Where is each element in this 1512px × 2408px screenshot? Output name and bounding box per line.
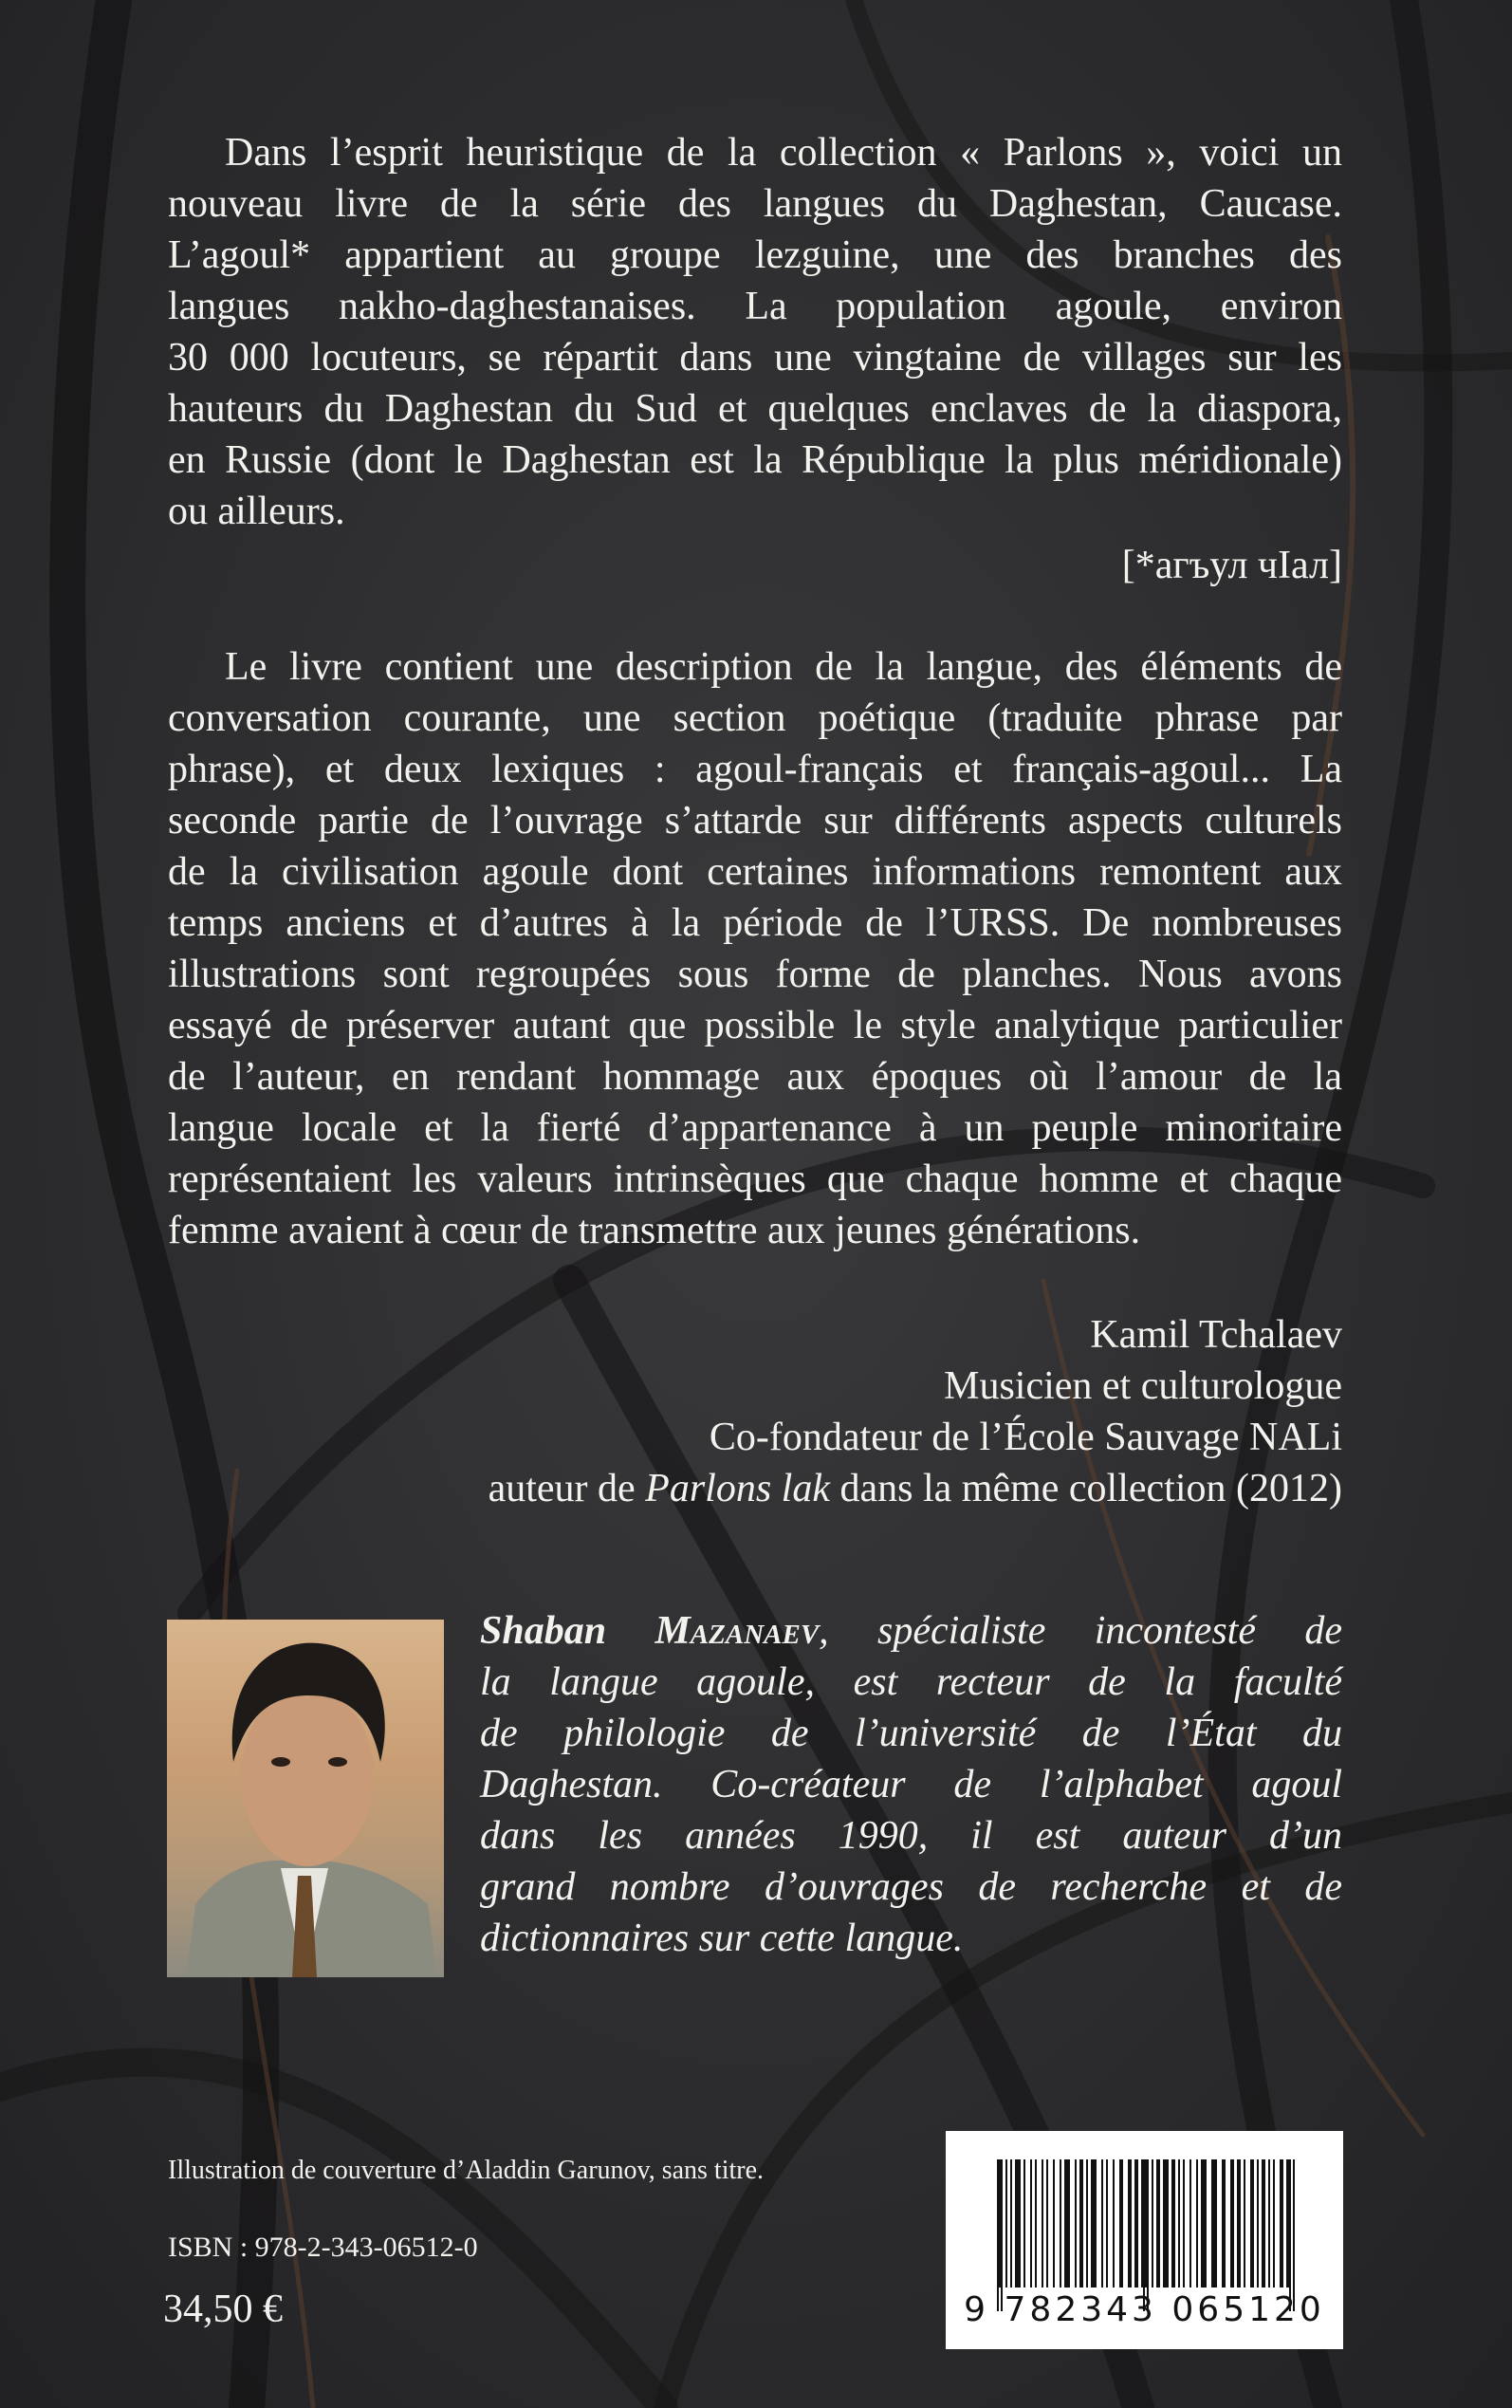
barcode-bar <box>1257 2159 1259 2288</box>
barcode-bar <box>1079 2159 1083 2288</box>
author-photo <box>167 1620 444 1977</box>
text-line: temps anciens et d’autres à la période de l’URSS. De nombreuses <box>168 901 1342 945</box>
bio-text: , spécialiste incontesté de <box>819 1609 1342 1653</box>
barcode-bar <box>1178 2159 1180 2288</box>
text-line: langue locale et la fierté d’appartenance à un peuple minoritaire <box>168 1106 1342 1150</box>
barcode-bar <box>1230 2159 1234 2288</box>
text-line: en Russie (dont le Daghestan est la République la plus méridionale) <box>168 438 1342 482</box>
bio-line <box>480 1605 1342 1657</box>
text-line: langues nakho-daghestanaises. La population agoule, environ <box>168 285 1342 328</box>
text-line: conversation courante, une section poétique (traduite phrase par <box>168 696 1342 740</box>
author-biography <box>480 1605 1342 1964</box>
bio-line: dans les années 1990, il est auteur d’un <box>480 1814 1342 1858</box>
signature-role: Co-fondateur de l’École Sauvage NALi <box>709 1416 1342 1459</box>
barcode-bar <box>1015 2159 1021 2288</box>
barcode-bar <box>1134 2159 1138 2288</box>
text-line: Dans l’esprit heuristique de la collection « Parlons », voici un <box>225 131 1342 175</box>
barcode-bar <box>1152 2159 1153 2288</box>
text-line: femme avaient à cœur de transmettre aux jeunes générations. <box>168 1209 1141 1252</box>
description-paragraph <box>168 641 1342 1256</box>
text-line: nouveau livre de la série des langues du Daghestan, Caucase. <box>168 182 1342 226</box>
barcode-bar <box>1171 2159 1175 2288</box>
bio-line: de philologie de l’université de l’État du <box>480 1712 1342 1755</box>
text-line: phrase), et deux lexiques : agoul-français et français-agoul... La <box>168 748 1342 791</box>
barcode-guard-bar <box>1143 2159 1145 2311</box>
barcode-guard-bar <box>1289 2159 1291 2311</box>
barcode-guard-bar <box>997 2159 999 2311</box>
book-title: Parlons lak <box>645 1467 830 1510</box>
cover-credit: Illustration de couverture d’Aladdin Garunov, sans titre. <box>168 2156 765 2185</box>
barcode-bar <box>1183 2159 1185 2288</box>
barcode-bar <box>1268 2159 1270 2288</box>
native-language-name: [*агъул чIал] <box>1121 544 1342 587</box>
barcode-bar <box>1163 2159 1169 2288</box>
text-line: Le livre contient une description de la langue, des éléments de <box>225 645 1342 689</box>
barcode-bar <box>1010 2159 1012 2288</box>
intro-paragraph <box>168 127 1342 537</box>
barcode <box>946 2131 1343 2349</box>
signature-role: Musicien et culturologue <box>944 1364 1342 1408</box>
barcode-bar <box>1075 2159 1077 2288</box>
text-line: essayé de préserver autant que possible le style analytique particulier <box>168 1004 1342 1047</box>
isbn: ISBN : 978-2-343-06512-0 <box>168 2232 478 2263</box>
barcode-bar <box>1042 2159 1043 2288</box>
barcode-bar <box>1101 2159 1103 2288</box>
signature-name: Kamil Tchalaev <box>1090 1313 1342 1357</box>
barcode-bar <box>1030 2159 1032 2288</box>
barcode-guard-bar <box>1147 2159 1149 2311</box>
bio-line: la langue agoule, est recteur de la faculté <box>480 1660 1342 1704</box>
barcode-bar <box>1196 2159 1198 2288</box>
author-last-name: Mazanaev <box>655 1609 820 1653</box>
barcode-bar <box>1053 2159 1055 2288</box>
text-line: seconde partie de l’ouvrage s’attarde sur différents aspects culturels <box>168 799 1342 843</box>
barcode-bar <box>1262 2159 1265 2288</box>
barcode-guard-bar <box>1001 2159 1003 2311</box>
barcode-bar <box>1023 2159 1025 2288</box>
barcode-bar <box>1280 2159 1283 2288</box>
barcode-bar <box>1273 2159 1275 2288</box>
barcode-bar <box>1064 2159 1070 2288</box>
barcode-bar <box>1106 2159 1108 2288</box>
barcode-bar <box>1201 2159 1207 2288</box>
barcode-bar <box>1005 2159 1007 2288</box>
text-line: de l’auteur, en rendant hommage aux époques où l’amour de la <box>168 1055 1342 1099</box>
barcode-bar <box>1244 2159 1245 2288</box>
bio-line: grand nombre d’ouvrages de recherche et de <box>480 1865 1342 1909</box>
barcode-bar <box>1211 2159 1217 2288</box>
text-line: illustrations sont regroupées sous forme de planches. Nous avons <box>168 953 1342 996</box>
text-line: ou ailleurs. <box>168 490 345 533</box>
barcode-bar <box>1156 2159 1160 2288</box>
author-first-name: Shaban <box>480 1609 607 1653</box>
barcode-bar <box>1222 2159 1226 2288</box>
bio-line: dictionnaires sur cette langue. <box>480 1917 964 1960</box>
text-line: L’agoul* appartient au groupe lezguine, une des branches des <box>168 233 1342 277</box>
text-line: de la civilisation agoule dont certaines informations remontent aux <box>168 850 1342 894</box>
barcode-bar <box>1035 2159 1037 2288</box>
barcode-bar <box>1128 2159 1132 2288</box>
barcode-bar <box>1046 2159 1048 2288</box>
barcode-guard-bar <box>1293 2159 1295 2311</box>
barcode-bar <box>1119 2159 1123 2288</box>
text-line: représentaient les valeurs intrinsèques que chaque homme et chaque <box>168 1158 1342 1201</box>
barcode-bar <box>1237 2159 1241 2288</box>
text-line: hauteurs du Daghestan du Sud et quelques enclaves de la diaspora, <box>168 387 1342 431</box>
price: 34,50 € <box>163 2288 283 2331</box>
barcode-bar <box>1250 2159 1254 2288</box>
barcode-bar <box>1189 2159 1191 2288</box>
text-line: 30 000 locuteurs, se répartit dans une vingtaine de villages sur les <box>168 336 1342 380</box>
signature-role: auteur de Parlons lak dans la même collection (2012) <box>488 1467 1342 1510</box>
barcode-bar <box>1113 2159 1115 2288</box>
bio-line: Daghestan. Co-créateur de l’alphabet agoul <box>480 1763 1342 1806</box>
barcode-digits: 9 782343 065120 <box>964 2290 1325 2329</box>
preface-signature <box>489 1309 1342 1514</box>
barcode-bar <box>1091 2159 1097 2288</box>
barcode-bar <box>1060 2159 1061 2288</box>
barcode-bar <box>1086 2159 1088 2288</box>
